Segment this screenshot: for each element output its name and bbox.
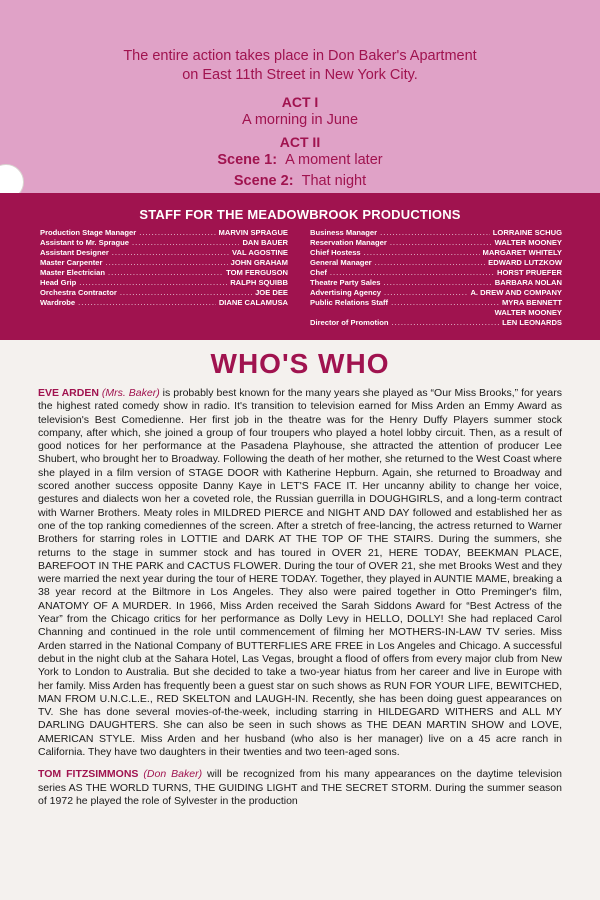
staff-row: [40, 288, 288, 298]
staff-role: Business Manager: [310, 228, 378, 237]
staff-list-right: [310, 228, 562, 328]
staff-row: [310, 318, 562, 328]
dot-leader: [384, 288, 467, 297]
scene-1-label: Scene 1:: [217, 152, 278, 168]
bio-text: will be recognized from his many appearances on the daytime television series AS THE WORLD TURNS, THE GUIDING LIGHT and THE SECRET STORM. During the summer season of 1972 he played the role of Sylvester in the production: [38, 768, 562, 807]
dot-leader: [108, 268, 223, 277]
staff-name: MARGARET WHITELY: [482, 248, 562, 257]
staff-section: [0, 193, 600, 340]
staff-name: JOE DEE: [255, 288, 288, 297]
staff-role: Chef: [310, 268, 327, 277]
staff-name: WALTER MOONEY: [494, 308, 562, 317]
staff-row: [310, 248, 562, 258]
dot-leader: [112, 248, 229, 257]
staff-role: Wardrobe: [40, 298, 76, 307]
staff-role: Production Stage Manager: [40, 228, 137, 237]
bio-name: TOM FITZSIMMONS: [38, 768, 139, 781]
staff-name: BARBARA NOLAN: [494, 278, 562, 287]
staff-name: MYRA BENNETT: [501, 298, 562, 307]
dot-leader: [330, 268, 494, 277]
staff-name: LEN LEONARDS: [502, 318, 562, 327]
staff-role: Assistant to Mr. Sprague: [40, 238, 130, 247]
staff-row: [40, 298, 288, 308]
staff-name: TOM FERGUSON: [226, 268, 288, 277]
scene-1: [0, 152, 600, 168]
staff-name: WALTER MOONEY: [494, 238, 562, 247]
bio-role: (Don Baker): [143, 768, 203, 781]
staff-name: RALPH SQUIBB: [230, 278, 288, 287]
staff-row: [310, 308, 562, 318]
bio-eve-arden: [38, 387, 562, 759]
staff-role: Reservation Manager: [310, 238, 387, 247]
staff-title: STAFF FOR THE MEADOWBROOK PRODUCTIONS: [139, 207, 461, 222]
staff-name: HORST PRUEFER: [497, 268, 562, 277]
dot-leader: [375, 258, 486, 267]
dot-leader: [384, 278, 492, 287]
dot-leader: [120, 288, 252, 297]
staff-row: [40, 228, 288, 238]
dot-leader: [380, 228, 490, 237]
staff-row: [310, 268, 562, 278]
dot-leader: [105, 258, 227, 267]
scene-1-description: A moment later: [285, 152, 383, 168]
staff-role: Chief Hostess: [310, 248, 361, 257]
staff-name: LORRAINE SCHUG: [492, 228, 562, 237]
staff-role: Director of Promotion: [310, 318, 389, 327]
staff-row: [310, 238, 562, 248]
staff-role: Theatre Party Sales: [310, 278, 381, 287]
staff-role: Advertising Agency: [310, 288, 382, 297]
staff-row: [40, 258, 288, 268]
program-header: [0, 0, 600, 193]
staff-role: Orchestra Contractor: [40, 288, 117, 297]
act-1-description: A morning in June: [241, 112, 359, 128]
scene-2-label: Scene 2:: [233, 173, 294, 189]
staff-row: [310, 288, 562, 298]
dot-leader: [390, 238, 492, 247]
setting-line-2: on East 11th Street in New York City.: [182, 67, 418, 83]
staff-row: [310, 278, 562, 288]
staff-name: EDWARD LUTZKOW: [488, 258, 562, 267]
bio-role: (Mrs. Baker): [101, 387, 160, 399]
staff-name: A. DREW AND COMPANY: [470, 288, 562, 297]
staff-name: DIANE CALAMUSA: [218, 298, 288, 307]
staff-row: [40, 238, 288, 248]
staff-name: DAN BAUER: [242, 238, 288, 247]
staff-name: MARVIN SPRAGUE: [218, 228, 288, 237]
whos-who-title: WHO'S WHO: [210, 348, 390, 379]
dot-leader: [79, 278, 227, 287]
scene-2-description: That night: [301, 173, 367, 189]
staff-row: [40, 268, 288, 278]
staff-row: [40, 278, 288, 288]
staff-role: Public Relations Staff: [310, 298, 389, 307]
staff-row: [310, 228, 562, 238]
dot-leader: [132, 238, 239, 247]
staff-name: VAL AGOSTINE: [232, 248, 288, 257]
staff-role: Master Electrician: [40, 268, 105, 277]
bio-name: EVE ARDEN: [38, 387, 99, 399]
whos-who-article: [38, 387, 562, 817]
dot-leader: [364, 248, 480, 257]
staff-name: JOHN GRAHAM: [230, 258, 288, 267]
setting-line-1: The entire action takes place in Don Baker's Apartment: [123, 48, 477, 64]
staff-role: General Manager: [310, 258, 372, 267]
staff-role: Head Grip: [40, 278, 77, 287]
staff-role: Master Carpenter: [40, 258, 103, 267]
act-2-title: ACT II: [279, 134, 321, 150]
staff-role: Assistant Designer: [40, 248, 109, 257]
dot-leader: [391, 298, 499, 307]
dot-leader: [139, 228, 215, 237]
staff-row: [310, 258, 562, 268]
scene-2: [0, 173, 600, 189]
staff-row: [310, 298, 562, 308]
staff-list-left: [40, 228, 288, 308]
bio-text: is probably best known for the many years she played as “Our Miss Brooks,” for years the highest rated comedy show in radio. It's transition to television earned for Miss Arden an Emmy Award as television's Best Comedienne. Her first job in the theatre was for the Henry Duffy Players summer stock company, after which, she joined a group of four troupers who played a hotel lobby circuit. Then, as a result of good notices for her performance at the Pasadena Playhouse, she attracted the attention of producer Lee Shubert, who brought her to Broadway. Following the death of her mother, she returned to the West Coast where she played in a film version of STAGE DOOR with Katherine Hepburn. Again, she returned to Broadway and scored another success opposite Danny Kaye in LET'S FACE IT. Her uncanny ability to change her voice, gestures and dialects won her a coveted role, the Russian guerrilla in DOUGHGIRLS, and a long-term contract with Warner Brothers. Meaty roles in MILDRED PIERCE and NIGHT AND DAY followed and established her as one of the top ranking comediennes of the screen. After a stretch of free-lancing, the actress returned to Warner Brothers for starring roles in LOTTIE and DARK AT THE TOP OF THE STAIRS. During the summers, she returns to the stage in summer stock and has toured in OVER 21, HERE TODAY, BEEKMAN PLACE, BAREFOOT IN THE PARK and CACTUS FLOWER. During the tour of OVER 21, she met Brooks West and they were married the next year during the tour of HERE TODAY. Together, they played in AUNTIE MAME, breaking a 38 year record at the Biltmore in Los Angeles. They also were paired together in Otto Preminger's film, ANATOMY OF A MURDER. In 1966, Miss Arden received the Sarah Siddons Award for “Best Actress of the Year” from the Chicago critics for her performance as Dolly Levy in HELLO, DOLLY! She had replaced Carol Channing and continued in the role until commencement of filming her MOTHERS-IN-LAW TV series. Miss Arden starred in the National Company of BUTTERFLIES ARE FREE in Los Angeles and Chicago. A successful debut in the night club at the Sahara Hotel, Las Vegas, brought a flood of offers from every major club from New York to London to Australia. But she decided to take a two-year hiatus from her career and live in Europe with her family. Miss Arden has frequently been a guest star on such shows as RUN FOR YOUR LIFE, BEWITCHED, MAN FROM U.N.C.L.E., RED SKELTON and LAUGH-IN. Recently, she has been doing guest appearances on TV. She has done several movies-of-the-week, including starring in HILDEGARD WITHERS and ALL MY DARLING DAUGHTERS. She can also be seen in such shows as THE DEAN MARTIN SHOW and LOVE, AMERICAN STYLE. Miss Arden and her husband (who also is her manager) live on a 45 acre ranch in California. They have two daughters in their twenties and two teen-aged sons.: [38, 387, 563, 759]
act-1-title: ACT I: [281, 94, 319, 110]
bio-tom-fitzsimmons: [38, 768, 562, 808]
setting-text: [0, 47, 600, 85]
dot-leader: [78, 298, 216, 307]
staff-row: [40, 248, 288, 258]
dot-leader: [391, 318, 499, 327]
